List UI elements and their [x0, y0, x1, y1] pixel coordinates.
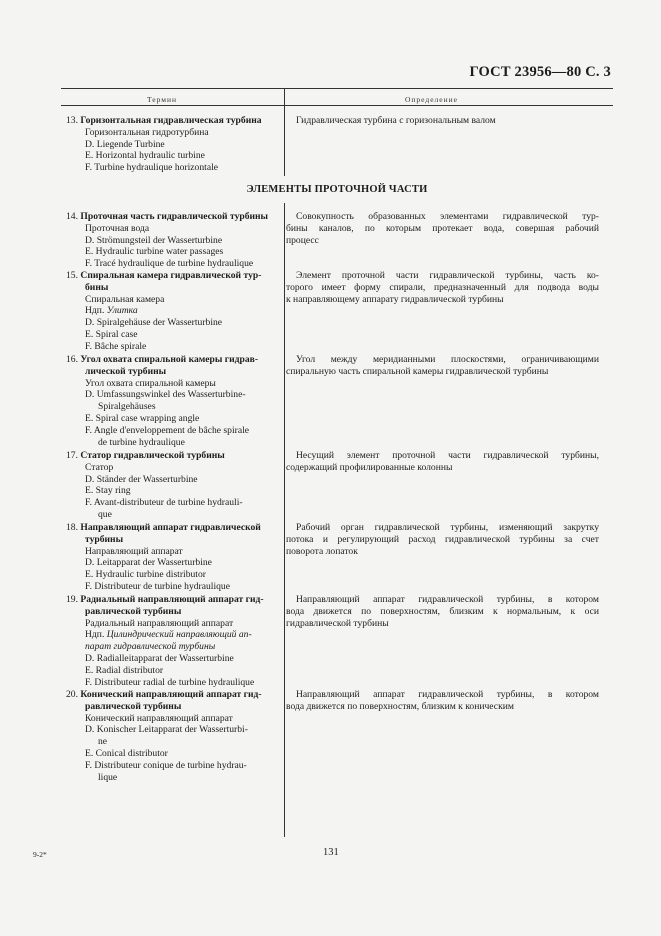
term-title: равлической турбины — [85, 700, 182, 712]
term-line: D. Umfassungswinkel des Wasserturbine- — [85, 389, 246, 401]
term-line: F. Tracé hydraulique de turbine hydraulique — [85, 258, 254, 270]
term-line: D. Leitapparat der Wasserturbine — [85, 557, 212, 569]
definition-line: Направляющий аппарат гидравлической турбины, в котором — [296, 594, 599, 605]
term-line: Угол охвата спиральной камеры — [85, 377, 216, 389]
definition-line: Направляющий аппарат гидравлической турбины, в котором — [296, 689, 599, 700]
term-title: Радиальный направляющий аппарат гид- — [80, 594, 264, 605]
term-line: D. Radialleitapparat der Wasserturbine — [85, 652, 234, 664]
column-header-term: Термин — [147, 95, 178, 104]
definition-line: спиральную часть спиральной камеры гидравлической турбины — [286, 365, 549, 377]
term-line: ne — [98, 736, 108, 748]
term-line: E. Hydraulic turbine water passages — [85, 246, 224, 258]
term-line: E. Radial distributor — [85, 664, 164, 676]
page-number: 131 — [323, 847, 339, 858]
term-line: F. Avant-distributeur de turbine hydrauli- — [85, 497, 243, 509]
term-entry-20 — [66, 689, 278, 783]
definition-20 — [286, 689, 599, 713]
term-entry-14 — [66, 211, 278, 270]
definition-line: Гидравлическая турбина с горизональным валом — [296, 115, 496, 126]
section-title: ЭЛЕМЕНТЫ ПРОТОЧНОЙ ЧАСТИ — [246, 184, 428, 195]
term-number: 19. — [66, 594, 78, 605]
term-line: Горизонтальная гидротурбина — [85, 126, 209, 138]
term-number: 16. — [66, 354, 78, 365]
term-title: бины — [85, 281, 109, 293]
term-line: E. Conical distributor — [85, 747, 168, 759]
term-number: 15. — [66, 270, 78, 281]
definition-line: к направляющему аппарату гидравлической турбины — [286, 293, 504, 305]
definition-17 — [286, 450, 599, 474]
term-line: E. Hydraulic turbine distributor — [85, 569, 206, 581]
definition-14 — [286, 211, 599, 246]
term-line: D. Strömungsteil der Wasserturbine — [85, 234, 223, 246]
definition-line: гидравлической турбины — [286, 617, 389, 629]
term-title: Проточная часть гидравлической турбины — [80, 211, 269, 222]
definition-line: торого имеет форму спирали, предназначенный для подвода воды — [286, 281, 599, 293]
term-line: E. Spiral case wrapping angle — [85, 412, 200, 424]
column-divider-upper — [284, 105, 285, 176]
term-entry-18 — [66, 522, 278, 593]
definition-line: Угол между меридианными плоскостями, ограничивающими — [296, 354, 599, 365]
term-title: равлической турбины — [85, 605, 182, 617]
term-line: F. Turbine hydraulique horizontale — [85, 162, 218, 174]
term-title: Направляющий аппарат гидравлической — [80, 522, 261, 533]
term-line: Статор — [85, 461, 114, 473]
column-divider-head — [284, 88, 285, 105]
document-header: ГОСТ 23956—80 С. 3 — [469, 64, 611, 80]
term-line: Ндп. — [85, 629, 107, 641]
definition-line: Рабочий орган гидравлической турбины, изменяющий закрутку — [296, 522, 599, 533]
term-title: Горизонтальная гидравлическая турбина — [80, 115, 262, 126]
definition-13 — [286, 115, 599, 127]
definition-line: вода движется по поверхностям, близким к коническим — [286, 700, 514, 712]
term-entry-16 — [66, 354, 278, 448]
table-top-rule — [61, 88, 613, 89]
definition-line: потока и регулирующий расход гидравлической турбины за счет — [286, 533, 599, 545]
term-line: D. Ständer der Wasserturbine — [85, 473, 198, 485]
nonrecommended-term: Цилиндрический направляющий ап- — [106, 629, 252, 641]
column-divider-lower — [284, 203, 285, 837]
definition-line: поворота лопаток — [286, 545, 358, 557]
term-line: E. Horizontal hydraulic turbine — [85, 150, 205, 162]
term-title: Статор гидравлической турбины — [80, 450, 225, 461]
term-line: Ндп. — [85, 305, 107, 317]
definition-18 — [286, 522, 599, 557]
term-line: lique — [98, 771, 118, 783]
term-title: лической турбины — [85, 365, 167, 377]
term-number: 13. — [66, 115, 78, 126]
definition-line: содержащий профилированные колонны — [286, 461, 453, 473]
definition-line: бины каналов, по которым протекает вода, совершая рабочий — [286, 222, 599, 234]
term-line: que — [98, 508, 112, 520]
term-line: E. Stay ring — [85, 485, 131, 497]
term-line: F. Bâche spirale — [85, 340, 147, 352]
term-line: de turbine hydraulique — [98, 436, 185, 448]
term-title: Спиральная камера гидравлической тур- — [80, 270, 262, 281]
nonrecommended-term: Улитка — [106, 305, 138, 317]
term-title: турбины — [85, 533, 124, 545]
term-entry-17 — [66, 450, 278, 521]
definition-line: процесс — [286, 234, 319, 246]
definition-line: вода движется по поверхностям, близким к нормальным, к оси — [286, 605, 599, 617]
term-line: Конический направляющий аппарат — [85, 712, 233, 724]
term-line: F. Angle d'enveloppement de bâche spirale — [85, 424, 250, 436]
term-line: Радиальный направляющий аппарат — [85, 617, 234, 629]
term-line: F. Distributeur radial de turbine hydraulique — [85, 676, 255, 688]
term-line: Проточная вода — [85, 222, 150, 234]
definition-line: Элемент проточной части гидравлической турбины, часть ко- — [296, 270, 599, 281]
term-entry-15 — [66, 270, 278, 353]
term-line: Spiralgehäuses — [98, 401, 156, 413]
term-title: Конический направляющий аппарат гид- — [80, 689, 262, 700]
definition-line: Несущий элемент проточной части гидравлической турбины, — [296, 450, 599, 461]
term-number: 18. — [66, 522, 78, 533]
term-number: 14. — [66, 211, 78, 222]
definition-16 — [286, 354, 599, 378]
term-title: Угол охвата спиральной камеры гидрав- — [80, 354, 259, 365]
term-line: E. Spiral case — [85, 328, 138, 340]
term-line: Направляющий аппарат — [85, 545, 183, 557]
term-line: Спиральная камера — [85, 293, 165, 305]
term-number: 20. — [66, 689, 78, 700]
column-header-definition: Определение — [405, 95, 458, 104]
term-line: F. Distributeur conique de turbine hydrau- — [85, 759, 247, 771]
sheet-mark: 9-2* — [33, 850, 47, 859]
definition-15 — [286, 270, 599, 305]
definition-line: Совокупность образованных элементами гидравлической тур- — [296, 211, 599, 222]
term-line: D. Konischer Leitapparat der Wasserturbi- — [85, 724, 248, 736]
term-number: 17. — [66, 450, 78, 461]
nonrecommended-term: парат гидравлической турбины — [85, 641, 216, 653]
term-entry-13 — [66, 115, 278, 174]
table-head-rule — [61, 105, 613, 106]
term-line: F. Distributeur de turbine hydraulique — [85, 580, 230, 592]
definition-19 — [286, 594, 599, 629]
term-line: D. Liegende Turbine — [85, 138, 165, 150]
term-line: D. Spiralgehäuse der Wasserturbine — [85, 317, 223, 329]
term-entry-19 — [66, 594, 278, 688]
